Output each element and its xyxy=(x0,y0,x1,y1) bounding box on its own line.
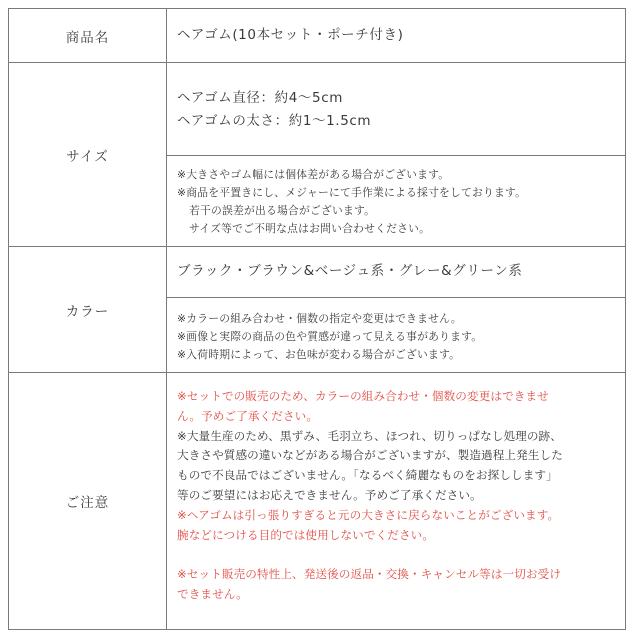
color-note: ※画像と実際の商品の色や質感が違って見える事があります。 xyxy=(177,330,483,343)
label-caution: ご注意 xyxy=(9,373,167,629)
size-diameter: ヘアゴム直径：約4〜5cm xyxy=(177,90,343,106)
row-color xyxy=(9,246,625,373)
size-note: サイズ等でご不明な点はお問い合わせください。 xyxy=(189,222,431,235)
caution-line: できません。 xyxy=(177,586,248,601)
caution-line: 大きさや質感の違いなどがある場合がございますが、製造過程上発生した xyxy=(177,448,563,463)
color-note: ※カラーの組み合わせ・個数の指定や変更はできません。 xyxy=(177,312,462,325)
size-thickness: ヘアゴムの太さ：約1〜1.5cm xyxy=(177,113,372,129)
row-caution xyxy=(9,372,625,629)
caution-line: もので不良品ではございません。「なるべく綺麗なものをお探しします」 xyxy=(177,468,558,483)
product-name-value: ヘアゴム(10本セット・ポーチ付き) xyxy=(177,27,404,43)
caution-line: ん。予めご了承ください。 xyxy=(177,408,319,423)
caution-line: ※セットでの販売のため、カラーの組み合わせ・個数の変更はできませ xyxy=(177,389,549,403)
color-value: ブラック・ブラウン&ベージュ系・グレー&グリーン系 xyxy=(177,263,523,279)
label-product-name: 商品名 xyxy=(9,9,167,62)
size-note: ※商品を平置きにし、メジャーにて手作業による採寸をしております。 xyxy=(177,186,527,199)
caution-line: 等のご要望にはお応えできません。予めご了承ください。 xyxy=(177,487,482,502)
color-note: ※入荷時期によって、お色味が変わる場合がございます。 xyxy=(177,348,461,361)
row-product-name xyxy=(9,9,625,62)
label-size: サイズ xyxy=(9,63,167,247)
size-note: 若干の誤差が出る場合がございます。 xyxy=(189,204,376,217)
caution-line: 腕などにつける目的では使用しないでください。 xyxy=(177,527,435,542)
product-info-table xyxy=(8,8,626,630)
label-color: カラー xyxy=(9,247,167,373)
caution-line: ※セット販売の特性上、発送後の返品・交換・キャンセル等は一切お受け xyxy=(177,567,562,582)
size-note: ※大きさやゴム幅には個体差がある場合がございます。 xyxy=(177,168,450,181)
caution-line: ※ヘアゴムは引っ張りすぎると元の大きさに戻らないことがございます。 xyxy=(177,507,560,522)
caution-line: ※大量生産のため、黒ずみ、毛羽立ち、ほつれ、切りっぱなし処理の跡、 xyxy=(177,428,562,443)
row-size xyxy=(9,62,625,247)
